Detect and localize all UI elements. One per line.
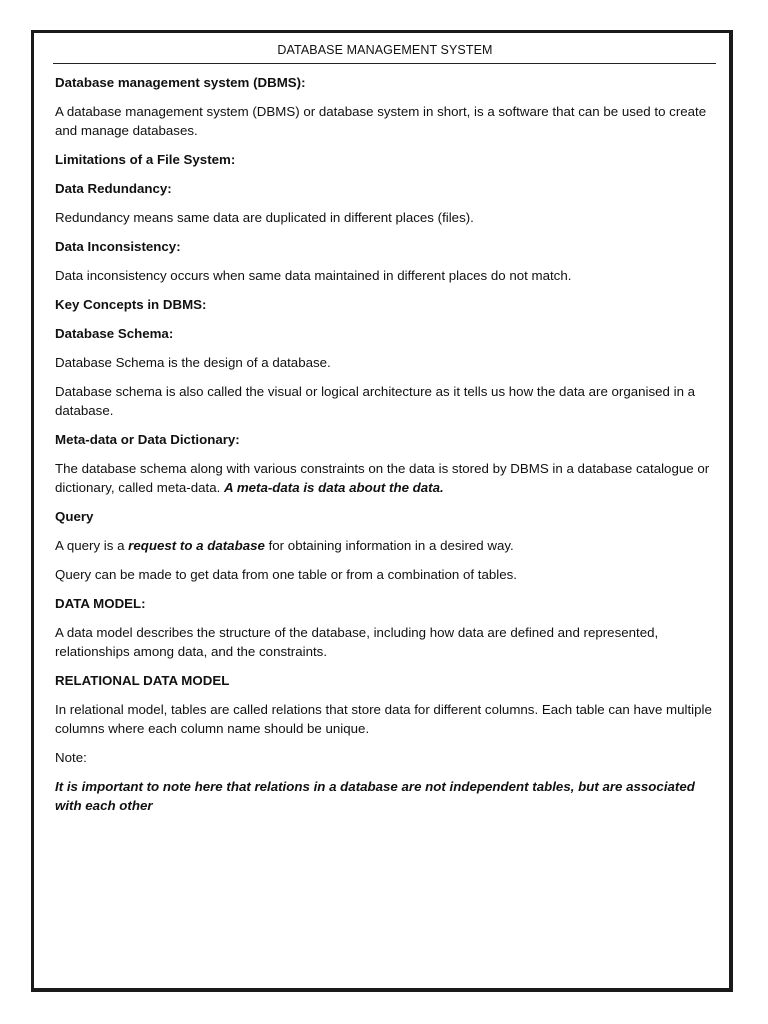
section-heading-redundancy: Data Redundancy:: [55, 181, 172, 196]
paragraph-redundancy: Redundancy means same data are duplicated in different places (files).: [55, 210, 474, 225]
section-heading-relational: RELATIONAL DATA MODEL: [55, 673, 230, 688]
paragraph-query-1: [55, 536, 717, 555]
section-heading-key-concepts: Key Concepts in DBMS:: [55, 297, 207, 312]
metadata-emphasis: A meta-data is data about the data.: [224, 480, 444, 495]
note-label: Note:: [55, 750, 87, 765]
paragraph-dbms-definition: A database management system (DBMS) or database system in short, is a software that can be used to create and manage databases.: [55, 104, 707, 138]
paragraph-metadata: [55, 459, 717, 497]
query-text-pre: A query is a: [55, 538, 129, 553]
metadata-text: The database schema along with various constraints on the data is stored by DBMS in a database catalogue or dictionary, called meta-data.: [55, 461, 710, 495]
document-body: [55, 73, 717, 825]
query-text-post: for obtaining information in a desired way.: [264, 538, 514, 553]
note-text: It is important to note here that relations in a database are not independent tables, but are associated with each other: [55, 779, 695, 813]
paragraph-data-model: A data model describes the structure of the database, including how data are defined and represented, relationships among data, and the constraints.: [55, 625, 659, 659]
section-heading-query: Query: [55, 509, 94, 524]
paragraph-schema-2: Database schema is also called the visual or logical architecture as it tells us how the data are organised in a database.: [55, 384, 696, 418]
section-heading-metadata: Meta-data or Data Dictionary:: [55, 432, 240, 447]
section-heading-data-model: DATA MODEL:: [55, 596, 146, 611]
paragraph-query-2: Query can be made to get data from one table or from a combination of tables.: [55, 567, 517, 582]
section-heading-inconsistency: Data Inconsistency:: [55, 239, 181, 254]
query-emphasis: request to a database: [128, 538, 265, 553]
section-heading-dbms: Database management system (DBMS):: [55, 75, 306, 90]
paragraph-relational: In relational model, tables are called relations that store data for different columns. Each table can have multiple columns where each column name should be unique.: [55, 702, 712, 736]
document-title: DATABASE MANAGEMENT SYSTEM: [277, 43, 493, 57]
section-heading-limitations: Limitations of a File System:: [55, 152, 236, 167]
paragraph-inconsistency: Data inconsistency occurs when same data maintained in different places do not match.: [55, 268, 572, 283]
paragraph-schema-1: Database Schema is the design of a database.: [55, 355, 331, 370]
section-heading-schema: Database Schema:: [55, 326, 174, 341]
header-divider: [53, 63, 716, 64]
